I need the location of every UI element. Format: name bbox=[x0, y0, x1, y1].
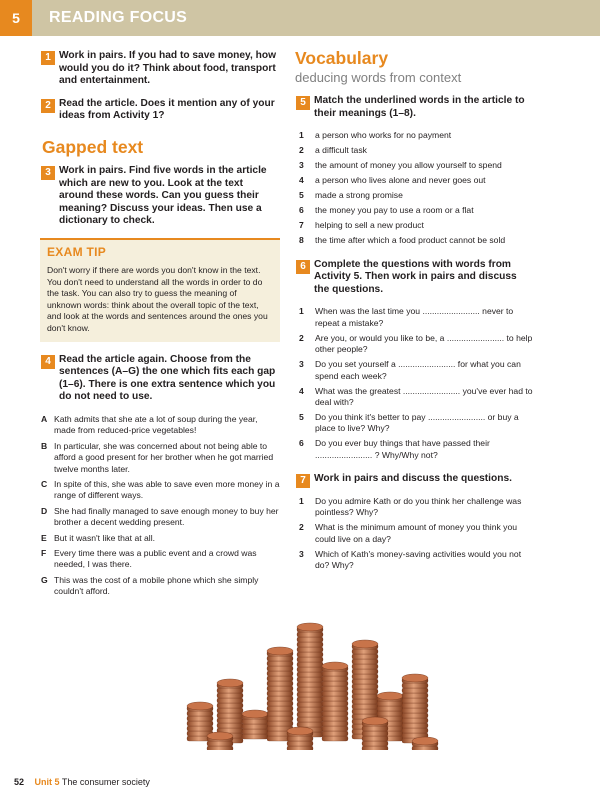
item-text: What is the minimum amount of money you think you could live on a day? bbox=[315, 522, 518, 544]
coin bbox=[402, 718, 428, 723]
item-text: Are you, or would you like to be, a ........................ to help other people? bbox=[315, 332, 533, 355]
coin-top bbox=[402, 674, 428, 682]
meanings-list bbox=[295, 130, 533, 246]
activity-6 bbox=[295, 259, 533, 297]
activity-7 bbox=[295, 473, 533, 486]
coin bbox=[377, 701, 403, 706]
coin-top bbox=[267, 647, 293, 655]
page-footer bbox=[14, 777, 150, 787]
option-text: But it wasn't like that at all. bbox=[54, 532, 155, 543]
activity-instruction: Work in pairs. Find five words in the article which are new to you. Look at the text around these words. Can you guess their meaning? Discuss your ideas. Then use a dictionary to check. bbox=[59, 164, 267, 227]
coin bbox=[362, 731, 388, 736]
coin bbox=[297, 657, 323, 662]
activity-2 bbox=[40, 98, 280, 123]
option-letter: G bbox=[41, 574, 48, 585]
coin bbox=[297, 697, 323, 702]
activity-3 bbox=[40, 165, 280, 228]
question-item bbox=[295, 333, 533, 356]
exam-tip-title: EXAM TIP bbox=[47, 244, 107, 259]
coin-top bbox=[187, 702, 213, 710]
coin bbox=[267, 686, 293, 691]
option-text: Kath admits that she ate a lot of soup during the year, made from reduced-price vegetables! bbox=[54, 413, 258, 436]
coin bbox=[297, 677, 323, 682]
meaning-item bbox=[295, 190, 533, 201]
meaning-item bbox=[295, 220, 533, 231]
item-text: When was the last time you ........................ never to repeat a mistake? bbox=[315, 306, 514, 328]
coin bbox=[217, 703, 243, 708]
coin bbox=[362, 746, 388, 750]
sentence-option bbox=[40, 506, 280, 529]
question-item bbox=[295, 412, 533, 435]
coin bbox=[187, 721, 213, 726]
coin bbox=[297, 692, 323, 697]
item-number: 2 bbox=[299, 145, 304, 156]
item-text: Do you set yourself a ........................ for what you can spend each week? bbox=[315, 359, 521, 381]
meaning-item bbox=[295, 160, 533, 171]
option-letter: C bbox=[41, 478, 48, 489]
coin bbox=[362, 736, 388, 741]
option-text: Every time there was a public event and a crowd was needed, I was there. bbox=[54, 547, 257, 570]
activity-number-badge: 7 bbox=[296, 474, 310, 488]
question-item bbox=[295, 386, 533, 409]
vocabulary-subtitle: deducing words from context bbox=[295, 70, 462, 85]
coin bbox=[402, 728, 428, 733]
coin bbox=[377, 706, 403, 711]
coin bbox=[267, 716, 293, 721]
coin bbox=[297, 682, 323, 687]
coin bbox=[322, 706, 348, 711]
coin bbox=[322, 711, 348, 716]
coin bbox=[322, 736, 348, 741]
item-text: made a strong promise bbox=[315, 190, 403, 201]
coin bbox=[352, 704, 378, 709]
activity-number-badge: 4 bbox=[41, 355, 55, 369]
meaning-item bbox=[295, 175, 533, 186]
coin bbox=[297, 722, 323, 727]
option-letter: D bbox=[41, 505, 48, 516]
coin bbox=[402, 723, 428, 728]
coin bbox=[322, 686, 348, 691]
item-number: 2 bbox=[299, 522, 304, 533]
coin bbox=[412, 746, 438, 750]
coin bbox=[322, 726, 348, 731]
coin bbox=[287, 741, 313, 746]
activity-instruction: Read the article. Does it mention any of your ideas from Activity 1? bbox=[59, 97, 275, 122]
item-text: Do you admire Kath or do you think her challenge was pointless? Why? bbox=[315, 495, 522, 518]
coin bbox=[352, 699, 378, 704]
question-item bbox=[295, 438, 533, 461]
gapped-text-title: Gapped text bbox=[42, 136, 144, 157]
coin-top bbox=[362, 717, 388, 725]
coin bbox=[297, 667, 323, 672]
activity-number-badge: 6 bbox=[296, 260, 310, 274]
meaning-item bbox=[295, 235, 533, 246]
vocabulary-title: Vocabulary bbox=[295, 48, 389, 68]
coin bbox=[267, 681, 293, 686]
coin bbox=[217, 713, 243, 718]
coin bbox=[297, 717, 323, 722]
sentence-option bbox=[40, 414, 280, 437]
coin bbox=[402, 703, 428, 708]
coin bbox=[352, 689, 378, 694]
coin bbox=[267, 701, 293, 706]
unit-number-badge: 5 bbox=[0, 0, 32, 36]
coin bbox=[217, 698, 243, 703]
left-column bbox=[40, 50, 280, 602]
coin bbox=[267, 711, 293, 716]
coin bbox=[207, 746, 233, 750]
coin bbox=[402, 698, 428, 703]
coin bbox=[217, 688, 243, 693]
activity-instruction: Work in pairs and discuss the questions. bbox=[314, 473, 512, 485]
coin bbox=[287, 746, 313, 750]
coin bbox=[362, 726, 388, 731]
page-number: 52 bbox=[14, 777, 25, 787]
item-number: 1 bbox=[299, 306, 304, 317]
coin bbox=[322, 691, 348, 696]
coin bbox=[267, 656, 293, 661]
item-text: a difficult task bbox=[315, 145, 367, 156]
coin bbox=[242, 719, 268, 724]
coin bbox=[322, 696, 348, 701]
coin bbox=[402, 688, 428, 693]
coin bbox=[322, 676, 348, 681]
coin-top bbox=[297, 623, 323, 631]
coin bbox=[352, 654, 378, 659]
coin bbox=[267, 671, 293, 676]
item-number: 5 bbox=[299, 412, 304, 422]
right-column bbox=[295, 48, 533, 583]
coin bbox=[267, 661, 293, 666]
meaning-item bbox=[295, 145, 533, 156]
coin bbox=[242, 729, 268, 734]
coin bbox=[217, 708, 243, 713]
coin-top bbox=[207, 732, 233, 740]
activity-1 bbox=[40, 50, 280, 88]
coin bbox=[297, 662, 323, 667]
item-number: 8 bbox=[299, 235, 304, 246]
coin bbox=[297, 712, 323, 717]
option-text: In spite of this, she was able to save even more money in a range of different ways. bbox=[54, 478, 280, 501]
coin bbox=[377, 711, 403, 716]
coin bbox=[267, 666, 293, 671]
coin-top bbox=[322, 662, 348, 670]
activity-instruction: Complete the questions with words from Activity 5. Then work in pairs and discuss the questions. bbox=[314, 258, 517, 295]
item-number: 2 bbox=[299, 332, 304, 343]
coin bbox=[297, 647, 323, 652]
coin bbox=[322, 716, 348, 721]
item-text: Which of Kath's money-saving activities would you not do? Why? bbox=[315, 548, 522, 571]
option-text: This was the cost of a mobile phone which she simply couldn't afford. bbox=[54, 574, 259, 597]
item-number: 1 bbox=[299, 495, 304, 506]
item-number: 6 bbox=[299, 205, 304, 216]
item-text: the time after which a food product cannot be sold bbox=[315, 235, 506, 246]
option-text: In particular, she was concerned about not being able to afford a good present for her brother when he got married twelve months later. bbox=[54, 440, 274, 474]
coin bbox=[187, 711, 213, 716]
coin-top bbox=[412, 737, 438, 745]
item-text: the money you pay to use a room or a flat bbox=[315, 205, 474, 216]
item-text: Do you think it's better to pay ........................ or buy a place to live? Why? bbox=[315, 412, 519, 434]
activity-number-badge: 2 bbox=[41, 99, 55, 113]
coin bbox=[322, 681, 348, 686]
coin bbox=[242, 734, 268, 739]
sentence-options bbox=[40, 414, 280, 598]
coin bbox=[352, 649, 378, 654]
activity-number-badge: 1 bbox=[41, 51, 55, 65]
coin bbox=[267, 691, 293, 696]
coin bbox=[352, 664, 378, 669]
coin bbox=[267, 721, 293, 726]
coin bbox=[402, 708, 428, 713]
item-number: 3 bbox=[299, 160, 304, 171]
meaning-item bbox=[295, 130, 533, 141]
question-item bbox=[295, 522, 533, 545]
coin-top bbox=[287, 727, 313, 735]
coin-top bbox=[217, 679, 243, 687]
page-header bbox=[0, 0, 600, 36]
coin bbox=[352, 669, 378, 674]
coin bbox=[217, 693, 243, 698]
coin-stacks bbox=[187, 623, 438, 750]
item-number: 4 bbox=[299, 175, 304, 186]
item-number: 6 bbox=[299, 438, 304, 449]
coin bbox=[267, 696, 293, 701]
coin bbox=[322, 671, 348, 676]
meaning-item bbox=[295, 205, 533, 216]
coin bbox=[352, 659, 378, 664]
coin bbox=[187, 726, 213, 731]
activity-number-badge: 3 bbox=[41, 166, 55, 180]
coin bbox=[242, 724, 268, 729]
coin bbox=[322, 721, 348, 726]
activity-instruction: Work in pairs. If you had to save money, how would you do it? Think about food, transport and entertainment. bbox=[59, 50, 276, 87]
coin bbox=[352, 694, 378, 699]
item-text: What was the greatest ........................ you've ever had to deal with? bbox=[315, 385, 533, 407]
unit-label: Unit 5 bbox=[34, 777, 60, 787]
exam-tip-box bbox=[40, 238, 280, 342]
item-number: 3 bbox=[299, 359, 304, 370]
coin bbox=[297, 707, 323, 712]
option-letter: A bbox=[41, 413, 48, 424]
item-number: 3 bbox=[299, 548, 304, 559]
section-heading: READING FOCUS bbox=[49, 9, 188, 26]
item-text: Do you ever buy things that have passed their ........................ ? Why/Why not? bbox=[315, 438, 490, 460]
coin bbox=[402, 713, 428, 718]
question-item bbox=[295, 549, 533, 572]
item-number: 5 bbox=[299, 190, 304, 201]
coin bbox=[217, 723, 243, 728]
item-number: 7 bbox=[299, 220, 304, 231]
coin bbox=[297, 642, 323, 647]
exam-tip-text: Don't worry if there are words you don't know in the text. You don't need to understand all the words in order to do the task. You can also try to guess the meaning of unknown words: think about the overall topic of the text, and look at the words and sentences around the ones you don't know. bbox=[47, 264, 268, 333]
coin-top bbox=[352, 640, 378, 648]
sentence-option bbox=[40, 548, 280, 571]
coin bbox=[352, 684, 378, 689]
coin-stacks-photo bbox=[160, 590, 460, 750]
activity-4 bbox=[40, 354, 280, 404]
coin bbox=[297, 687, 323, 692]
coin-top bbox=[242, 710, 268, 718]
question-item bbox=[295, 306, 533, 329]
item-text: a person who works for no payment bbox=[315, 130, 452, 141]
coin bbox=[322, 701, 348, 706]
questions-list-6 bbox=[295, 306, 533, 461]
option-text: She had finally managed to save enough money to buy her brother a decent wedding present. bbox=[54, 505, 279, 528]
coin bbox=[322, 731, 348, 736]
coin bbox=[297, 652, 323, 657]
coin bbox=[297, 702, 323, 707]
coin bbox=[297, 637, 323, 642]
coin bbox=[267, 676, 293, 681]
sentence-option bbox=[40, 533, 280, 544]
activity-5 bbox=[295, 95, 533, 120]
coin bbox=[207, 741, 233, 746]
coin bbox=[287, 736, 313, 741]
item-text: a person who lives alone and never goes out bbox=[315, 175, 486, 186]
coin bbox=[352, 679, 378, 684]
item-number: 1 bbox=[299, 130, 304, 141]
activity-number-badge: 5 bbox=[296, 96, 310, 110]
activity-instruction: Read the article again. Choose from the sentences (A–G) the one which fits each gap (1–6). There is one extra sentence which you do not need to use. bbox=[59, 353, 276, 403]
question-item bbox=[295, 359, 533, 382]
coin bbox=[362, 741, 388, 746]
coin bbox=[402, 693, 428, 698]
questions-list-7 bbox=[295, 496, 533, 572]
question-item bbox=[295, 496, 533, 519]
coin bbox=[297, 632, 323, 637]
option-letter: B bbox=[41, 440, 48, 451]
coin bbox=[352, 674, 378, 679]
option-letter: E bbox=[41, 532, 47, 543]
coin-top bbox=[377, 692, 403, 700]
sentence-option bbox=[40, 441, 280, 475]
sentence-option bbox=[40, 479, 280, 502]
coin bbox=[187, 716, 213, 721]
coin bbox=[352, 709, 378, 714]
coin bbox=[217, 718, 243, 723]
item-number: 4 bbox=[299, 385, 304, 396]
coin bbox=[402, 683, 428, 688]
unit-title: The consumer society bbox=[61, 777, 150, 787]
activity-instruction: Match the underlined words in the article to their meanings (1–8). bbox=[314, 95, 525, 119]
item-text: helping to sell a new product bbox=[315, 220, 424, 231]
coin bbox=[297, 672, 323, 677]
coin bbox=[267, 706, 293, 711]
option-letter: F bbox=[41, 547, 47, 558]
item-text: the amount of money you allow yourself to spend bbox=[315, 160, 502, 171]
